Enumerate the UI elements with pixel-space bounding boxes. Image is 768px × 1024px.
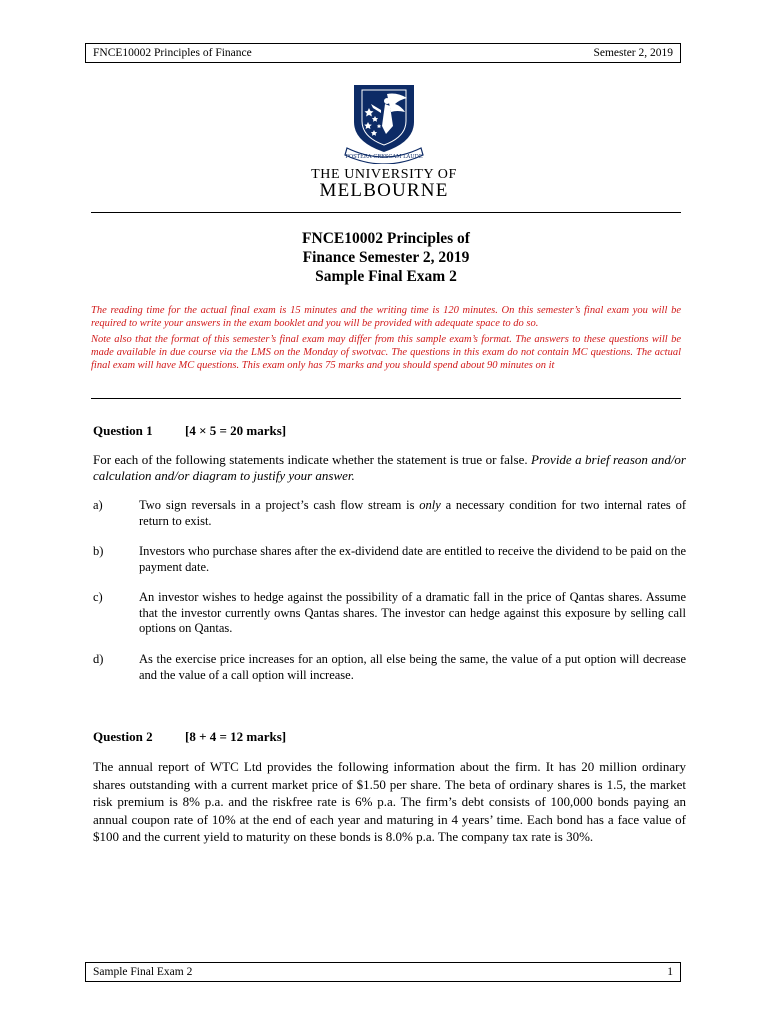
item-label: a)	[93, 498, 103, 512]
crest-icon	[341, 82, 427, 164]
footer-page-number: 1	[667, 966, 673, 978]
title-line1: FNCE10002 Principles of	[302, 230, 470, 247]
footer-exam-name: Sample Final Exam 2	[93, 966, 193, 978]
university-crest-logo	[341, 82, 427, 164]
exam-title	[91, 229, 681, 286]
title-line2: Finance Semester 2, 2019	[302, 249, 470, 266]
divider-notes	[91, 398, 681, 399]
divider-top	[91, 212, 681, 213]
motto-text: POSTERA CRESCAM LAUDE	[345, 154, 423, 160]
title-line3: Sample Final Exam 2	[315, 268, 457, 285]
item-label: d)	[93, 652, 104, 666]
exam-note-format: Note also that the format of this semester’s final exam may differ from this sample exam’s format. The answers to these questions will be made available in due course via the LMS on the Monday of swotvac. The questions in this exam do not contain MC questions. The actual final exam will have MC questions. This exam only has 75 marks and you should spend about 90 minutes on it	[91, 334, 681, 371]
question-1-intro-instruction: Provide a brief reason and/or calculation and/or diagram to justify your answer.	[93, 452, 686, 483]
question-2-text: The annual report of WTC Ltd provides the following information about the firm. It has 20 million ordinary shares outstanding with a current market price of $1.50 per share. The beta of ordinary shares is 1.5, the market risk premium is 8% p.a. and the riskfree rate is 6% p.a. The firm’s debt consists of 100,000 bonds paying an annual coupon rate of 10% at the end of each year and maturing in 4 years’ time. Each bond has a face value of $100 and the current yield to maturity on these bonds is 8.0% p.a. The company tax rate is 30%.	[93, 759, 686, 844]
question-2-label: Question 2	[93, 729, 153, 744]
header-semester: Semester 2, 2019	[593, 47, 673, 59]
university-name-line2: MELBOURNE	[319, 180, 449, 201]
item-emphasis: only	[419, 498, 441, 512]
question-2-marks: [8 + 4 = 12 marks]	[185, 729, 287, 744]
item-label: b)	[93, 544, 104, 558]
item-text: An investor wishes to hedge against the possibility of a dramatic fall in the price of Qantas shares. Assume that the investor currently owns Qantas shares. The investor can hedge against this exposure by selling call options on Qantas.	[139, 590, 686, 635]
item-label: c)	[93, 590, 103, 604]
exam-note-timing: The reading time for the actual final exam is 15 minutes and the writing time is 120 minutes. On this semester’s final exam you will be required to write your answers in the exam booklet and you will be provided with adequate space to do so.	[91, 305, 681, 329]
page-header	[85, 43, 681, 63]
item-text: As the exercise price increases for an option, all else being the same, the value of a put option will decrease and the value of a call option will increase.	[139, 652, 686, 682]
question-1-intro	[93, 452, 686, 483]
question-1-marks: [4 × 5 = 20 marks]	[185, 423, 287, 438]
question-1-intro-text: For each of the following statements indicate whether the statement is true or false.	[93, 452, 532, 467]
page-footer	[85, 962, 681, 982]
header-course: FNCE10002 Principles of Finance	[93, 47, 252, 59]
question-1-label: Question 1	[93, 423, 153, 438]
item-text: Two sign reversals in a project’s cash flow stream is only a necessary condition for two internal rates of return to exist.	[139, 498, 686, 528]
item-text: Investors who purchase shares after the ex-dividend date are entitled to receive the dividend to be paid on the payment date.	[139, 544, 686, 574]
university-name-line1: THE UNIVERSITY OF	[311, 167, 457, 182]
